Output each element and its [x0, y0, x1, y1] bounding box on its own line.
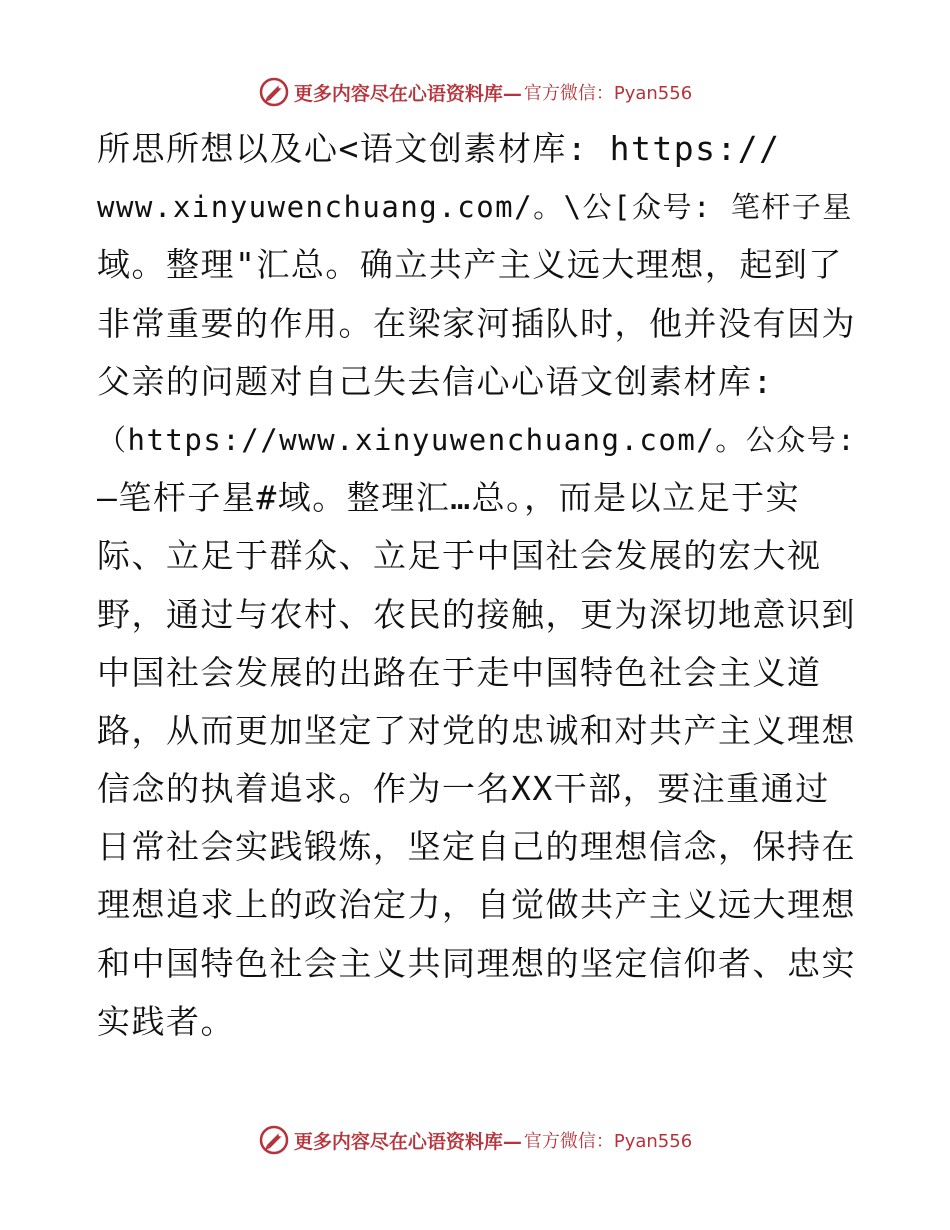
footer-brand-text: 更多内容尽在心语资料库— — [293, 1130, 522, 1153]
body-line: 域。整理"汇总。确立共产主义远大理想，起到了 — [97, 245, 843, 285]
body-line: 中国社会发展的出路在于走中国特色社会主义道 — [97, 652, 822, 692]
body-line: 实践者。 — [97, 1001, 235, 1041]
footer-banner — [0, 1120, 950, 1160]
body-line: 和中国特色社会主义共同理想的坚定信仰者、忠实 — [97, 943, 856, 983]
brand-logo-icon — [258, 1124, 290, 1156]
body-line: 野，通过与农村、农民的接触，更为深切地意识到 — [97, 594, 856, 634]
body-line: 理想追求上的政治定力，自觉做共产主义远大理想 — [97, 885, 856, 925]
body-line: 路，从而更加坚定了对党的忠诚和对共产主义理想 — [97, 710, 856, 750]
body-line: 非常重要的作用。在梁家河插队时，他并没有因为 — [97, 303, 856, 343]
document-body — [97, 120, 857, 1051]
header-contact-text: 官方微信：Pyan556 — [523, 83, 693, 104]
body-line: （https://www.xinyuwenchuang.com/。公众号: — [97, 422, 857, 457]
footer-contact-text: 官方微信：Pyan556 — [523, 1131, 693, 1152]
brand-logo-icon — [258, 76, 290, 108]
body-line: 际、立足于群众、立足于中国社会发展的宏大视 — [97, 536, 822, 576]
body-line: 父亲的问题对自己失去信心心语文创素材库: — [97, 361, 774, 401]
body-line: www.xinyuwenchuang.com/。\公[众号: 笔杆子星 — [97, 190, 853, 225]
header-banner — [0, 72, 950, 112]
header-brand-text: 更多内容尽在心语资料库— — [293, 82, 522, 105]
body-line: 所思所想以及心<语文创素材库: https:// — [97, 129, 781, 168]
body-line: 日常社会实践锻炼，坚定自己的理想信念，保持在 — [97, 827, 856, 867]
body-line: 信念的执着追求。作为一名XX干部，要注重通过 — [97, 769, 830, 809]
body-line: —笔杆子星#域。整理汇…总。，而是以立足于实 — [97, 478, 801, 518]
